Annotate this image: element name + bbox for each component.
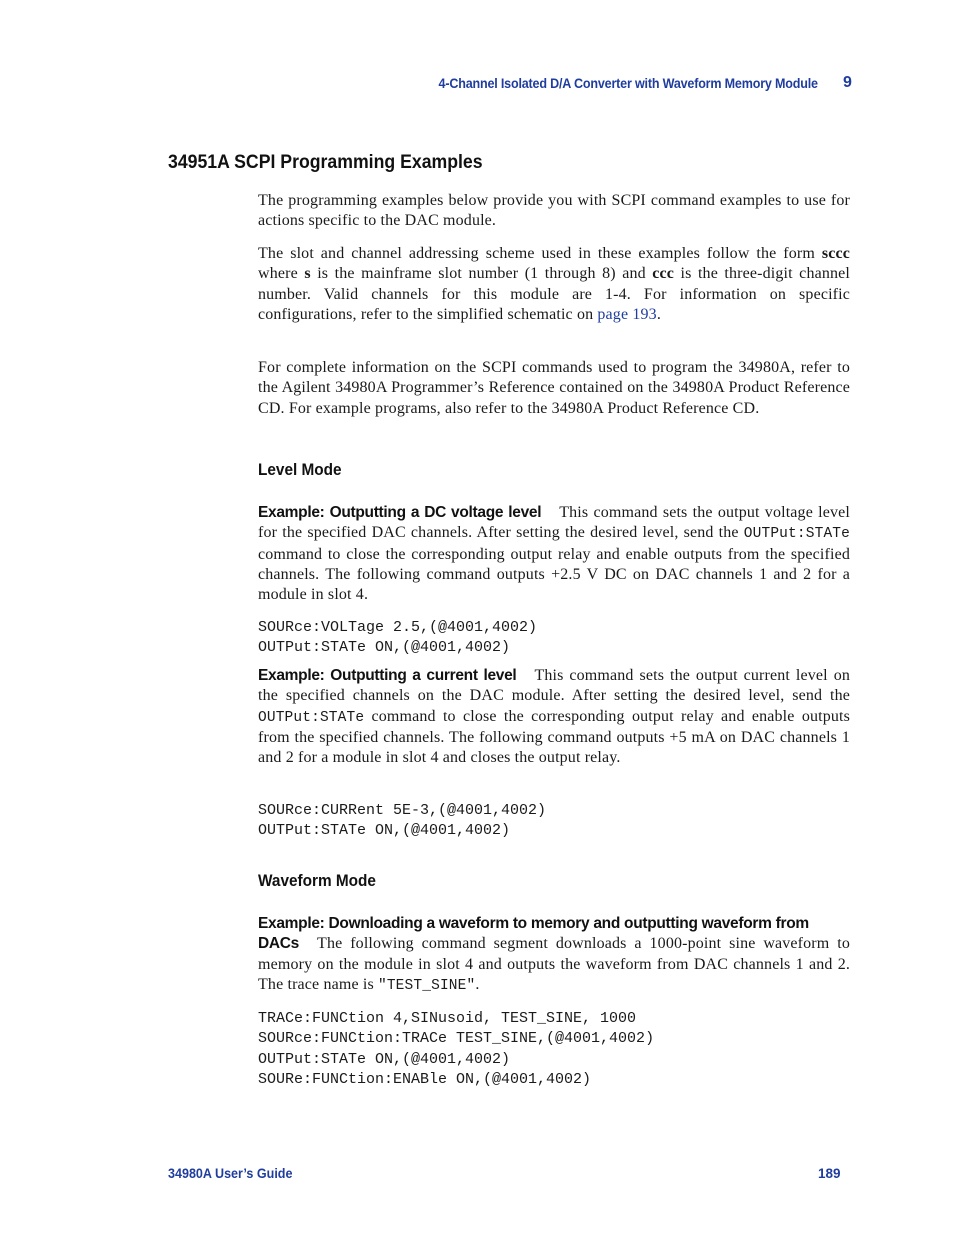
running-header: [0, 74, 954, 96]
text-span: .: [475, 975, 480, 993]
example-download-waveform: [258, 914, 850, 996]
example-title: Example: Outputting a current level: [258, 667, 517, 684]
text-span: is the three-digit channel number. Valid channels for this module are 1-4. For information on specific configurations, refer to the simplified schematic on: [258, 265, 850, 323]
section-title: 34951A SCPI Programming Examples: [168, 152, 483, 173]
chapter-title: 4-Channel Isolated D/A Converter with Waveform Memory Module: [438, 76, 818, 91]
page-number: 189: [818, 1166, 841, 1181]
code-line: OUTPut:STATe ON,(@4001,4002): [258, 639, 511, 657]
code-line: TRACe:FUNCtion 4,SINusoid, TEST_SINE, 1000: [258, 1010, 637, 1027]
text-span: .: [656, 305, 661, 323]
intro-paragraph-3: For complete information on the SCPI commands used to program the 34980A, refer to the Agilent 34980A Programmer’s Reference contained on the 34980A Product Reference CD. For example programs, also refer to the 34980A Product Reference CD.: [258, 359, 850, 417]
waveform-mode-heading: Waveform Mode: [258, 872, 376, 890]
example-dc-voltage: [258, 503, 850, 605]
bold-term-sccc: sccc: [821, 245, 850, 262]
level-mode-heading: Level Mode: [258, 461, 342, 479]
text-span: where: [258, 265, 305, 283]
example-title-cont: DACs: [258, 935, 300, 953]
inline-code: OUTPut:STATe: [743, 526, 850, 543]
code-listing-2: [258, 801, 850, 842]
code-line: OUTPut:STATe ON,(@4001,4002): [258, 822, 511, 840]
footer: [0, 1166, 954, 1186]
text-span: This command sets the output voltage level for the specified DAC channels. After setting the desired level, send the: [258, 504, 850, 542]
intro-paragraph-2: [258, 244, 850, 325]
code-line: SOURe:FUNCtion:ENABle ON,(@4001,4002): [258, 1070, 592, 1088]
example-title: Example: Outputting a DC voltage level: [258, 504, 542, 521]
code-line: OUTPut:STATe ON,(@4001,4002): [258, 1050, 511, 1068]
code-listing-3: [258, 1009, 850, 1090]
text-span: command to close the corresponding output relay and enable outputs from the specified channels. The following command outputs +5 mA on DAC channels 1 and 2 for a module in slot 4 and closes the output relay.: [258, 707, 850, 767]
example-current-level: [258, 666, 850, 768]
inline-code: "TEST_SINE": [377, 977, 476, 994]
bold-term-s: s: [304, 265, 311, 283]
inline-code: OUTPut:STATe: [258, 709, 365, 726]
example-title: Example: Downloading a waveform to memory and outputting waveform from: [258, 915, 809, 932]
code-listing-1: [258, 618, 850, 659]
guide-title: 34980A User’s Guide: [168, 1166, 293, 1181]
page-link[interactable]: page 193: [597, 305, 657, 323]
text-span: The slot and channel addressing scheme used in these examples follow the form: [258, 245, 822, 262]
text-span: is the mainframe slot number (1 through 8) and: [310, 265, 653, 283]
code-line: SOURce:FUNCtion:TRACe TEST_SINE,(@4001,4002): [258, 1030, 655, 1048]
code-line: SOURce:VOLTage 2.5,(@4001,4002): [258, 619, 538, 636]
bold-term-ccc: ccc: [652, 265, 675, 283]
intro-paragraph-1: The programming examples below provide you with SCPI command examples to use for actions specific to the DAC module.: [258, 192, 850, 230]
chapter-number: 9: [843, 74, 852, 91]
text-span: The following command segment downloads a 1000-point sine waveform to memory on the module in slot 4 and outputs the waveform from DAC channels 1 and 2. The trace name is: [258, 935, 850, 993]
text-span: This command sets the output current level on the specified channels on the DAC module. After setting the desired level, send the: [258, 667, 851, 705]
text-span: command to close the corresponding output relay and enable outputs from the specified channels. The following command outputs +2.5 V DC on DAC channels 1 and 2 for a module in slot 4.: [258, 545, 850, 604]
code-line: SOURce:CURRent 5E-3,(@4001,4002): [258, 802, 547, 819]
